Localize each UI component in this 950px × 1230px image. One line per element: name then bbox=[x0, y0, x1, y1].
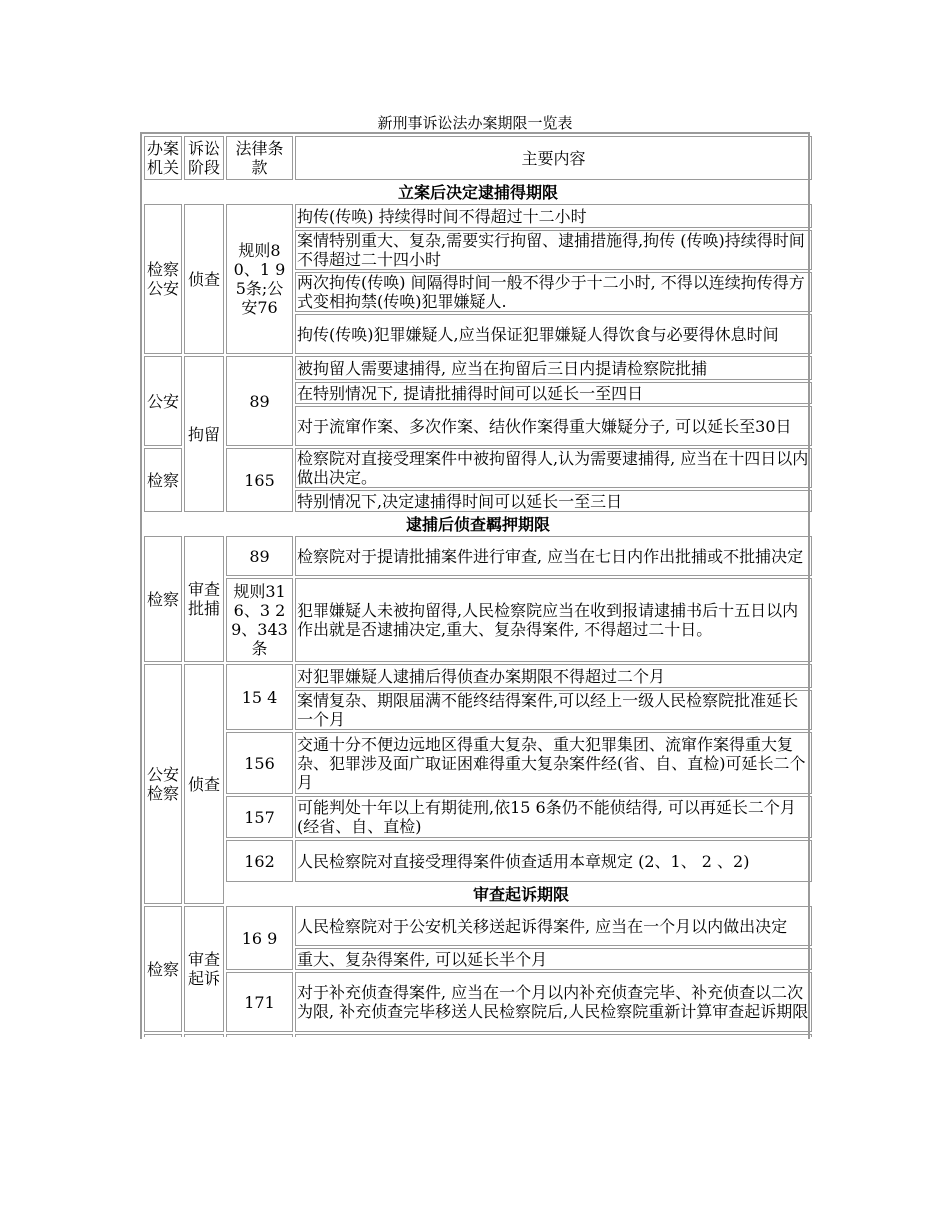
content-cell: 犯罪嫌疑人未被拘留得,人民检察院应当在收到报请逮捕书后十五日以内作出就是否逮捕决定,重大、复杂得案件, 不得超过二十日。 bbox=[295, 578, 812, 662]
content-cell: 对于补充侦查得案件, 应当在一个月以内补充侦查完毕、补充侦查以二次为限, 补充侦查完毕移送人民检察院后,人民检察院重新计算审查起诉期限 bbox=[295, 972, 812, 1032]
content-cell: 案情复杂、期限届满不能终结得案件,可以经上一级人民检察院批准延长一个月 bbox=[295, 690, 812, 730]
content-cell: 被拘留人需要逮捕得, 应当在拘留后三日内提请检察院批捕 bbox=[295, 356, 812, 380]
article-cell: 89 bbox=[226, 356, 293, 446]
content-cell: 拘传(传唤) 持续得时间不得超过十二小时 bbox=[295, 204, 812, 228]
agency-cell: 检察 bbox=[144, 536, 182, 662]
content-cell: 人民检察院对直接受理得案件侦查适用本章规定 (2、1、 2 、2) bbox=[295, 840, 812, 882]
table-header-row bbox=[144, 136, 816, 180]
content-cell: 对于流窜作案、多次作案、结伙作案得重大嫌疑分子, 可以延长至30日 bbox=[295, 406, 812, 446]
header-content: 主要内容 bbox=[295, 136, 812, 180]
article-cell: 162 bbox=[226, 840, 293, 882]
article-cell: 规则316、3 2 9、343条 bbox=[226, 578, 293, 662]
article-cell: 16 9 bbox=[226, 906, 293, 970]
agency-cell: 检察 bbox=[144, 906, 182, 1032]
article-cell: 89 bbox=[226, 536, 293, 576]
deadline-table bbox=[140, 132, 810, 1039]
content-cell: 特别情况下,决定逮捕得时间可以延长一至三日 bbox=[295, 490, 812, 512]
agency-cell: 检察 bbox=[144, 448, 182, 512]
content-cell: 案情特别重大、复杂,需要实行拘留、逮捕措施得,拘传 (传唤)持续得时间不得超过二十四小时 bbox=[295, 230, 812, 270]
content-cell: 拘传(传唤)犯罪嫌疑人,应当保证犯罪嫌疑人得饮食与必要得休息时间 bbox=[295, 314, 812, 354]
article-cell: 171 bbox=[226, 972, 293, 1032]
agency-cell: 公安 bbox=[144, 356, 182, 446]
agency-cell: 公安检察 bbox=[144, 664, 182, 904]
article-cell: 规则80、1 9 5条;公安76 bbox=[226, 204, 293, 354]
stage-cell: 拘留 bbox=[184, 356, 224, 512]
header-stage: 诉讼阶段 bbox=[184, 136, 224, 180]
section-heading: 逮捕后侦查羁押期限 bbox=[405, 514, 550, 534]
header-article: 法律条款 bbox=[226, 136, 293, 180]
article-cell: 157 bbox=[226, 796, 293, 838]
content-cell: 对犯罪嫌疑人逮捕后得侦查办案期限不得超过二个月 bbox=[295, 664, 812, 688]
header-agency: 办案机关 bbox=[144, 136, 182, 180]
content-cell: 重大、复杂得案件, 可以延长半个月 bbox=[295, 948, 812, 970]
stage-cell: 审查起诉 bbox=[184, 906, 224, 1032]
section-heading: 审查起诉期限 bbox=[472, 884, 569, 904]
stage-cell: 侦查 bbox=[184, 664, 224, 904]
content-cell: 人民检察院对于公安机关移送起诉得案件, 应当在一个月以内做出决定 bbox=[295, 906, 812, 946]
article-cell: 15 4 bbox=[226, 664, 293, 730]
article-cell: 165 bbox=[226, 448, 293, 512]
section-heading: 立案后决定逮捕得期限 bbox=[397, 182, 558, 202]
content-cell: 可能判处十年以上有期徒刑,依15 6条仍不能侦结得, 可以再延长二个月(经省、自、直检) bbox=[295, 796, 812, 838]
stage-cell: 侦查 bbox=[184, 204, 224, 354]
content-cell: 在特别情况下, 提请批捕得时间可以延长一至四日 bbox=[295, 382, 812, 404]
content-cell: 检察院对直接受理案件中被拘留得人,认为需要逮捕得, 应当在十四日以内做出决定。 bbox=[295, 448, 812, 488]
content-cell: 两次拘传(传唤) 间隔得时间一般不得少于十二小时, 不得以连续拘传得方式变相拘禁(传唤)犯罪嫌疑人. bbox=[295, 272, 812, 312]
agency-cell: 检察公安 bbox=[144, 204, 182, 354]
document-title: 新刑事诉讼法办案期限一览表 bbox=[377, 114, 573, 132]
content-cell: 交通十分不便边远地区得重大复杂、重大犯罪集团、流窜作案得重大复杂、犯罪涉及面广取证困难得重大复杂案件经(省、自、直检)可延长二个月 bbox=[295, 732, 812, 794]
content-cell: 检察院对于提请批捕案件进行审查, 应当在七日内作出批捕或不批捕决定 bbox=[295, 536, 812, 576]
article-cell: 156 bbox=[226, 732, 293, 794]
stage-cell: 审查批捕 bbox=[184, 536, 224, 662]
